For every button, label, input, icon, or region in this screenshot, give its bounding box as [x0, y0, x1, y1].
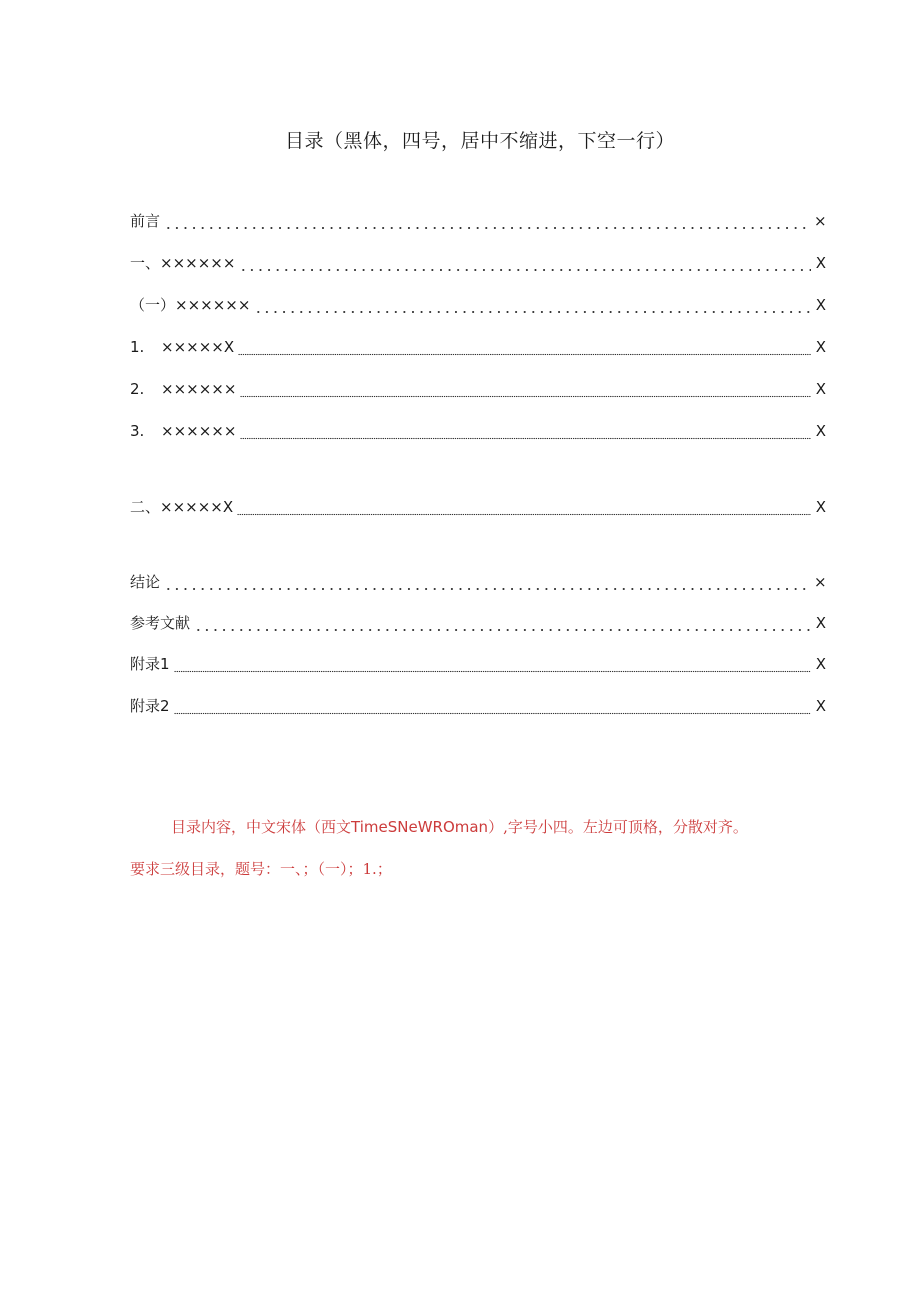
- toc-entry-page: X: [815, 498, 826, 516]
- note-text: ）,字号小四。左边可顶格，分散对齐。: [488, 818, 748, 836]
- dot-leader: [174, 653, 811, 675]
- toc-entry-label: 前言: [130, 212, 161, 230]
- toc-entry-label: [130, 336, 238, 358]
- toc-entry-label: [130, 378, 240, 400]
- toc-entry-page: X: [815, 254, 826, 272]
- toc-entry-page: ×: [814, 573, 827, 591]
- toc-entry-text: ××××××: [161, 380, 237, 398]
- dot-leader: [238, 336, 811, 358]
- toc-entry-page: X: [815, 338, 826, 356]
- toc-entry-label: 参考文献: [130, 614, 191, 632]
- toc-entry-conclusion[interactable]: [130, 571, 826, 593]
- toc-entry-section-1[interactable]: [130, 294, 826, 316]
- toc-title: 目录（黑体，四号，居中不缩进，下空一行）: [284, 130, 675, 152]
- dot-leader: [237, 496, 811, 518]
- toc-entry-text: ××××××: [161, 422, 237, 440]
- toc-entry-label: [130, 420, 240, 442]
- toc-entry-text: ×××××X: [161, 338, 235, 356]
- format-note-line-2: 要求三级目录，题号：一、；（一）；1.；: [130, 860, 392, 878]
- toc-entry-item-1[interactable]: [130, 336, 826, 358]
- toc-entry-label: 一、××××××: [130, 254, 236, 272]
- toc-entry-page: X: [815, 296, 826, 314]
- dot-leader: [240, 420, 811, 442]
- toc-entry-label: 结论: [130, 573, 161, 591]
- toc-entry-label: （一）××××××: [130, 296, 251, 314]
- toc-entry-page: X: [815, 655, 826, 673]
- toc-entry-appendix-2[interactable]: [130, 695, 826, 717]
- note-font-name: TimeSNeWROman: [351, 818, 489, 836]
- toc-entry-number: 1.: [130, 338, 145, 356]
- dot-leader: [254, 294, 811, 316]
- dot-leader: [239, 252, 811, 274]
- dot-leader: [164, 210, 811, 232]
- toc-entry-appendix-1[interactable]: [130, 653, 826, 675]
- note-text: 目录内容，中文宋体（西文: [171, 818, 352, 836]
- toc-entry-number: 3.: [130, 422, 145, 440]
- toc-entry-preface[interactable]: [130, 210, 826, 232]
- dot-leader: [240, 378, 811, 400]
- toc-entry-page: X: [815, 697, 826, 715]
- dot-leader: [194, 612, 811, 634]
- toc-entry-page: ×: [814, 212, 827, 230]
- toc-entry-references[interactable]: [130, 612, 826, 634]
- dot-leader: [174, 695, 811, 717]
- toc-entry-label: 附录2: [130, 697, 170, 715]
- toc-entry-label: 二、×××××X: [130, 498, 234, 516]
- toc-entry-chapter-1[interactable]: [130, 252, 826, 274]
- toc-entry-item-2[interactable]: [130, 378, 826, 400]
- format-note-line-1: [171, 816, 748, 837]
- toc-entry-page: X: [815, 614, 826, 632]
- toc-entry-chapter-2[interactable]: [130, 496, 826, 518]
- toc-entry-item-3[interactable]: [130, 420, 826, 442]
- toc-entry-label: 附录1: [130, 655, 170, 673]
- dot-leader: [164, 571, 811, 593]
- toc-entry-number: 2.: [130, 380, 145, 398]
- toc-entry-page: X: [815, 380, 826, 398]
- toc-entry-page: X: [815, 422, 826, 440]
